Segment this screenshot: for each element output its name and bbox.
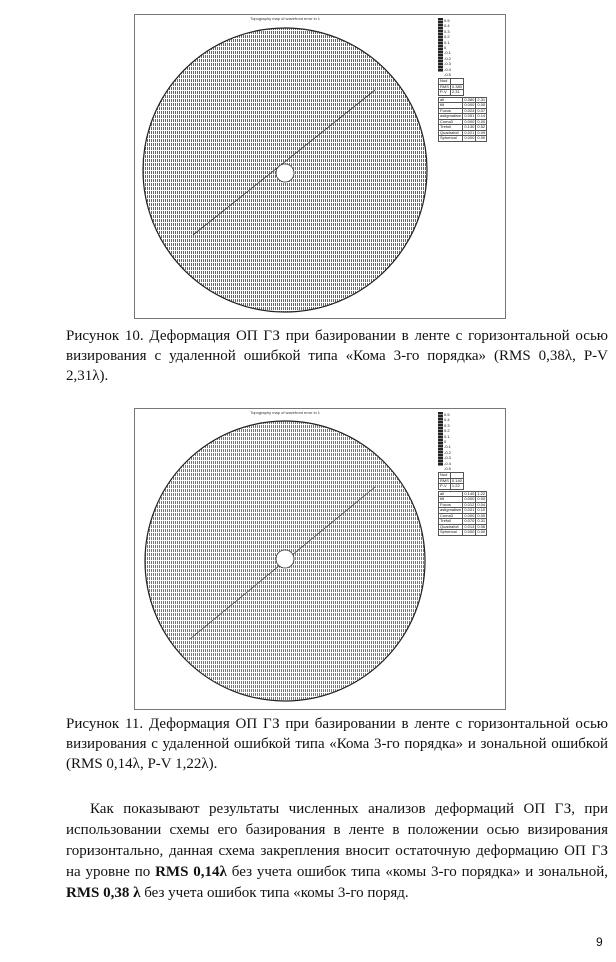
- paragraph-text: Как показывают результаты численных анализов деформаций ОП ГЗ, при использовании схемы его базирования в ленте в положении осью визирования горизонтально, данная схема закрепления вносит остаточную деформацию ОП ГЗ на уровне по: [66, 801, 608, 880]
- scale-label: -0.1: [444, 50, 451, 56]
- table-cell: 0.000: [464, 496, 475, 502]
- table-cell: all: [439, 97, 463, 103]
- table-cell: 2.31: [477, 96, 486, 102]
- table-cell: 1.22: [477, 490, 486, 496]
- table-cell: 1.22: [450, 484, 463, 490]
- scale-labels: [444, 412, 451, 471]
- figure-caption: Рисунок 10. Деформация ОП ГЗ при базировании в ленте с горизонтальной осью визирования с удаленной ошибкой типа «Кома 3-го порядка» (RMS 0,38λ, P-V 2,31λ).: [66, 328, 608, 384]
- scale-bar: [438, 412, 443, 466]
- paragraph-text: без учета ошибок типа «комы 3-го порядка» и зональной,: [226, 864, 608, 880]
- table-cell: 0.09: [477, 129, 486, 135]
- scale-label: -0.4: [444, 460, 451, 466]
- table-cell: 0.14: [477, 113, 486, 119]
- scale-bar: [438, 18, 443, 72]
- table-cell: 0.00: [477, 512, 486, 518]
- table-cell: 0.00: [477, 529, 486, 535]
- scale-label: 0.4: [444, 417, 450, 423]
- table-cell: 0.000: [464, 118, 475, 124]
- summary-table: [438, 472, 464, 490]
- table-row: [439, 484, 464, 490]
- plot-title: Topography map of wavefront error in λ: [250, 16, 320, 21]
- table-cell: Focus: [439, 108, 463, 114]
- table-cell: 0.012: [464, 501, 475, 507]
- scale-label: 0.2: [444, 34, 450, 40]
- summary-table: [438, 78, 464, 96]
- scale-label: 0.5: [444, 412, 450, 417]
- scale-label: -0.3: [444, 61, 451, 67]
- table-cell: 0.051: [464, 113, 475, 119]
- table-cell: 0.000: [464, 135, 475, 141]
- scale-label: 0.4: [444, 23, 450, 29]
- page-number: 9: [596, 935, 603, 949]
- paragraph-bold: RMS 0,14λ: [155, 864, 227, 880]
- table-cell: Trefoil: [439, 125, 463, 131]
- table-cell: tilt: [439, 497, 463, 503]
- table-cell: RMS: [440, 477, 449, 483]
- table-cell: 0.140: [464, 490, 475, 496]
- scale-label: -0.2: [444, 55, 451, 61]
- color-scale: [438, 18, 502, 77]
- stats-panel: [438, 412, 502, 536]
- table-cell: Trefoil: [439, 519, 463, 525]
- table-cell: 0.070: [464, 518, 475, 524]
- table-cell: 0.380: [464, 96, 475, 102]
- table-cell: 0.07: [477, 107, 486, 113]
- scale-label: -0.5: [444, 466, 451, 472]
- table-cell: 0.130: [464, 124, 475, 130]
- table-cell: 0.000: [464, 529, 475, 535]
- wavefront-map: [135, 15, 435, 318]
- table-cell: 0.380: [451, 83, 462, 89]
- table-cell: 0.031: [464, 507, 475, 513]
- paragraph-bold: RMS 0,38 λ: [66, 885, 141, 901]
- scale-label: 0: [444, 439, 447, 445]
- table-cell: astigmatism: [440, 507, 462, 513]
- wavefront-map: [135, 409, 435, 709]
- figure-1: [134, 14, 506, 319]
- color-scale: [438, 412, 502, 471]
- table-cell: P-V: [439, 484, 451, 490]
- table-cell: 0.00: [477, 135, 486, 141]
- scale-label: 0.3: [444, 422, 450, 428]
- table-cell: Coma3: [439, 119, 463, 125]
- table-cell: Focus: [439, 502, 463, 508]
- table-cell: Nod: [439, 79, 451, 85]
- table-cell: 0.10: [477, 507, 486, 513]
- aberration-table: [438, 97, 487, 142]
- scale-label: 0.3: [444, 28, 450, 34]
- table-cell: P-V: [439, 90, 451, 96]
- table-cell: Spherical: [439, 136, 463, 142]
- table-cell: 0.024: [464, 107, 475, 113]
- table-cell: Spherical: [439, 530, 463, 536]
- table-cell: 0.04: [477, 501, 486, 507]
- table-cell: astigmatism: [440, 113, 462, 119]
- table-row: [439, 530, 487, 536]
- table-cell: tilt: [439, 103, 463, 109]
- table-cell: Nod: [439, 473, 451, 479]
- table-row: [439, 90, 464, 96]
- scale-label: 0: [444, 45, 447, 51]
- table-cell: 0.00: [477, 118, 486, 124]
- table-cell: 0.000: [464, 512, 475, 518]
- table-cell: Quadrafoil: [439, 524, 463, 530]
- body-paragraph: [66, 799, 608, 904]
- table-cell: 0.31: [477, 518, 486, 524]
- table-cell: 2.31: [450, 90, 463, 96]
- table-cell: 0.06: [477, 523, 486, 529]
- scale-labels: [444, 18, 451, 77]
- aberration-table: [438, 491, 487, 536]
- figure-caption: Рисунок 11. Деформация ОП ГЗ при базировании в ленте с горизонтальной осью визирования с удаленной ошибкой типа «Кома 3-го порядка» и зональной ошибкой (RMS 0,14λ, P-V 1,22λ).: [66, 716, 608, 772]
- table-cell: 0.021: [464, 129, 475, 135]
- table-cell: 0.014: [464, 523, 475, 529]
- table-row: [439, 136, 487, 142]
- table-cell: RMS: [440, 83, 449, 89]
- scale-label: 0.1: [444, 433, 450, 439]
- stats-panel: [438, 18, 502, 142]
- scale-label: -0.3: [444, 455, 451, 461]
- paragraph-text: без учета ошибок типа «комы 3-го поряд.: [140, 885, 409, 901]
- table-cell: 0.52: [477, 124, 486, 130]
- table-cell: 0.140: [451, 477, 462, 483]
- scale-label: 0.1: [444, 39, 450, 45]
- scale-label: 0.5: [444, 18, 450, 23]
- figure-2: [134, 408, 506, 710]
- table-cell: all: [439, 491, 463, 497]
- table-cell: 0.000: [464, 102, 475, 108]
- scale-label: -0.2: [444, 449, 451, 455]
- plot-title: Topography map of wavefront error in λ: [250, 410, 320, 415]
- scale-label: -0.5: [444, 72, 451, 78]
- scale-label: -0.4: [444, 66, 451, 72]
- scale-label: 0.2: [444, 428, 450, 434]
- table-cell: 0.00: [477, 102, 486, 108]
- table-cell: 0.00: [477, 496, 486, 502]
- scale-label: -0.1: [444, 444, 451, 450]
- table-cell: Coma3: [439, 513, 463, 519]
- table-cell: Quadrafoil: [439, 130, 463, 136]
